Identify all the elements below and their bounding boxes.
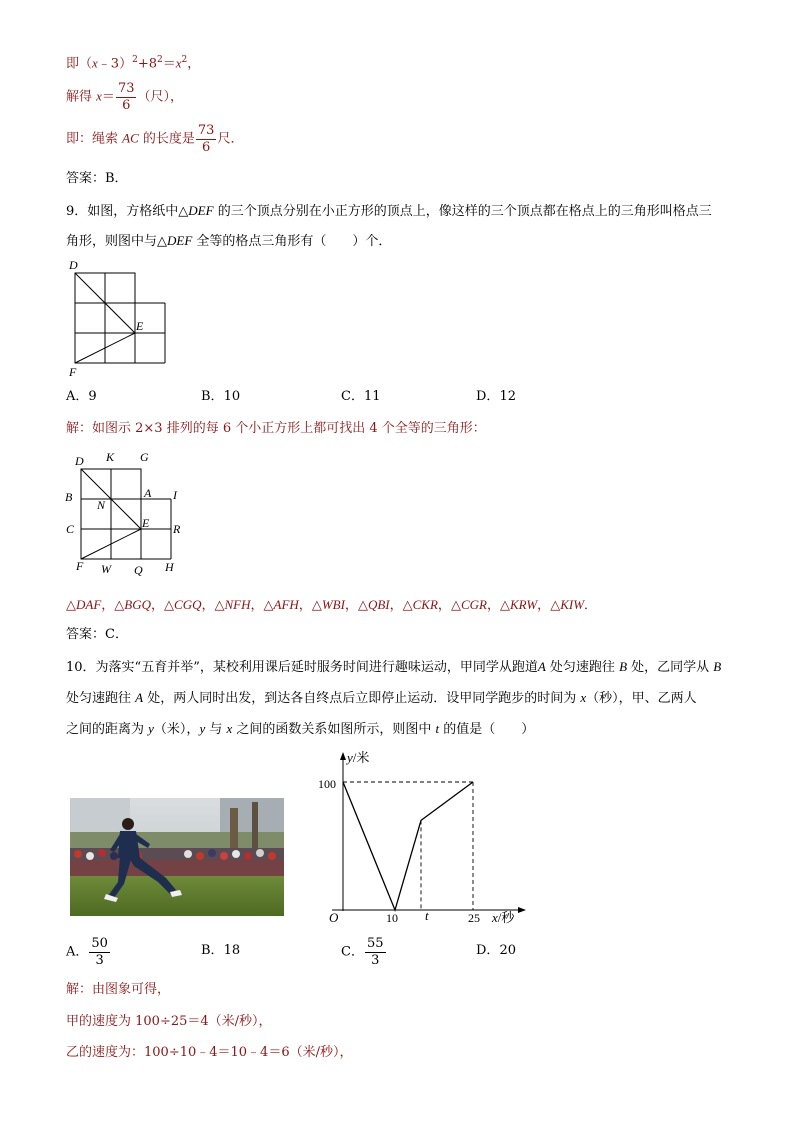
triangle-symbol: △ [214,598,225,613]
triangle-separator: ， [298,598,312,613]
label-E: E [142,516,150,530]
q10-option-b[interactable]: B．18 [201,943,241,958]
q10-option-c[interactable]: C． $\frac{55}{3}$ [341,936,384,968]
fraction: $\frac{73}{6}$ [197,123,215,155]
label-G: G [140,450,149,464]
label-A: A [144,486,152,500]
triangle-name: QBI [367,597,390,612]
x-tick-t: t [425,908,429,923]
q10-stem-line3: 之间的距离为 y（米），y 与 x 之间的函数关系如图所示，则图中 t 的值是（ ） [66,721,535,737]
triangle-separator: ， [486,598,500,613]
fraction: $\frac{50}{3}$ [91,936,108,968]
q9-solution-figure [60,448,190,578]
q10-solution-line1: 解：由图象可得， [66,982,171,997]
runner-photo-image [70,798,284,916]
triangle-symbol: △ [263,598,274,613]
x-axis-label: x/秒 [492,910,515,925]
q9-option-d[interactable]: D．12 [476,389,516,404]
q9-figure-grid [60,255,180,380]
triangle-name: CGQ [174,597,202,612]
y-axis-arrow [340,752,346,760]
triangle-name: NFH [224,597,251,612]
q10-stem-line2: 处匀速跑往 A 处，两人同时出发，到达各自终点后立即停止运动．设甲同学跑步的时间为 x（秒），甲、乙两人 [66,690,697,706]
triangle-symbol: △ [402,598,413,613]
triangle-symbol: △ [499,598,510,613]
triangle-symbol: △ [66,598,76,613]
label-K: K [106,450,115,464]
q10-solution-line3: 乙的速度为：100÷10﹣4＝10﹣4＝6（米/秒）， [66,1045,353,1060]
triangle-symbol: △ [311,598,322,613]
x-tick-25: 25 [468,911,480,925]
q10-function-graph [312,746,532,931]
triangle-name: KRW [509,597,538,612]
triangle-name: KIW [560,597,585,612]
prev-solution-line3: 即：绳索 AC 的长度是 $\frac{73}{6}$ 尺． [66,123,244,155]
fraction: $\frac{73}{6}$ [117,81,135,113]
q9-stem-line1: 9．如图，方格纸中△DEF 的三个顶点分别在小正方形的顶点上，像这样的三个顶点都在格点上的三角形叫格点三 [66,203,712,219]
x-tick-10: 10 [386,911,398,925]
triangle-symbol: △ [164,598,175,613]
label-D: D [69,258,78,272]
triangle-symbol: △ [450,598,461,613]
triangle-name: AFH [273,597,299,612]
q9-stem-line2: 角形，则图中与△DEF 全等的格点三角形有（ ）个． [66,233,392,249]
label-F: F [69,365,77,379]
label-H: H [165,560,174,574]
origin-label: O [329,910,339,925]
y-tick-100: 100 [318,777,336,791]
triangle-name: WBI [321,597,345,612]
triangle-name: DAF [76,597,102,612]
triangle-separator: ， [201,598,215,613]
triangle-name: BGQ [124,597,152,612]
prev-solution-line2: 解得 x＝ $\frac{73}{6}$ （尺）， [66,81,183,113]
q9-triangle-list [66,598,597,612]
triangle-separator: ． [584,598,598,613]
label-B: B [65,490,73,504]
label-I: I [173,488,177,502]
prev-answer: 答案：B． [66,171,128,186]
triangle-separator: ， [250,598,264,613]
q9-answer: 答案：C． [66,627,128,642]
runner-photo [70,798,284,916]
q9-solution-intro: 解：如图示 2×3 排列的每 6 个小正方形上都可找出 4 个全等的三角形： [66,421,486,436]
triangle-name: CKR [412,597,438,612]
label-D: D [75,454,84,468]
x-axis-arrow [518,907,526,913]
triangle-separator: ， [151,598,165,613]
q10-solution-line2: 甲的速度为 100÷25＝4（米/秒）， [66,1014,272,1029]
label-R: R [173,522,181,536]
triangle-separator: ， [389,598,403,613]
label-E: E [136,319,144,333]
prev-solution-line1: 即$(x﹣3)^2+8^2=x^2$， [66,55,201,72]
q10-option-a[interactable]: A． $\frac{50}{3}$ [66,936,108,968]
label-C: C [66,522,75,536]
triangle-symbol: △ [114,598,125,613]
triangle-separator: ， [101,598,115,613]
triangle-separator: ， [537,598,551,613]
q9-option-b[interactable]: B．10 [201,389,241,404]
label-N: N [97,498,106,512]
triangle-name: CGR [460,597,487,612]
y-axis-label: y/米 [347,750,370,765]
q9-option-a[interactable]: A．9 [66,389,97,404]
q10-option-d[interactable]: D．20 [476,943,516,958]
label-Q: Q [134,563,143,577]
label-W: W [101,562,111,576]
triangle-separator: ， [344,598,358,613]
q9-option-c[interactable]: C．11 [341,389,381,404]
triangle-separator: ， [437,598,451,613]
triangle-symbol: △ [550,598,561,613]
fraction: $\frac{55}{3}$ [366,936,384,968]
triangle-symbol: △ [357,598,368,613]
q10-stem-line1: 10．为落实“五育并举”，某校利用课后延时服务时间进行趣味运动，甲同学从跑道A 处匀速跑往 B 处，乙同学从 B [66,659,722,675]
label-F: F [76,559,84,573]
distance-line [343,782,473,910]
